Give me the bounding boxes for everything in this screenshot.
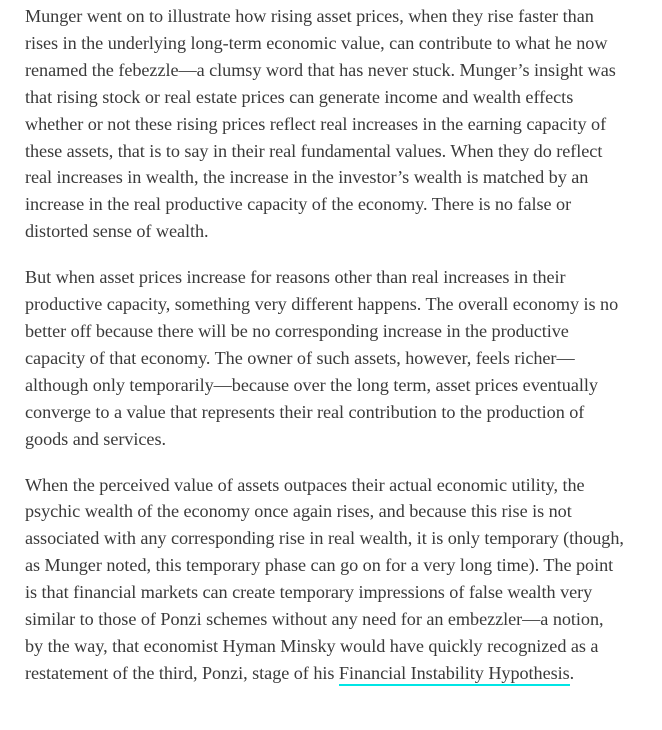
paragraph-2: But when asset prices increase for reasons other than real increases in their productive capacity, something very different happens. The overall economy is no better off because there will be no corresponding increase in the productive capacity of that economy. The owner of such assets, however, feels richer—although only temporarily—because over the long term, asset prices eventually converge to a value that represents their real contribution to the production of goods and services. [25,267,619,449]
article-body [25,3,625,706]
paragraph-3-end: . [569,662,575,683]
paragraph-1: Munger went on to illustrate how rising asset prices, when they rise faster than rises in the underlying long-term economic value, can contribute to what he now renamed the febezzle—a clumsy word that has never stuck. Munger’s insight was that rising stock or real estate prices can generate income and wealth effects whether or not these rising prices reflect real increases in the earning capacity of these assets, that is to say in their real fundamental values. When they do reflect real increases in wealth, the increase in the investor’s wealth is matched by an increase in the real productive capacity of the economy. There is no false or distorted sense of wealth. [25,6,616,242]
financial-instability-hypothesis-link[interactable]: Financial Instability Hypothesis [339,663,570,686]
paragraph-3-text: When the perceived value of assets outpaces their actual economic utility, the psychic wealth of the economy once again rises, and because this rise is not associated with any corresponding rise in real wealth, it is only temporary (though, as Munger noted, this temporary phase can go on for a very long time). The point is that financial markets can create temporary impressions of false wealth very similar to those of Ponzi schemes without any need for an embezzler—a notion, by the way, that economist Hyman Minsky would have quickly recognized as a restatement of the third, Ponzi, stage of his [25,474,624,683]
paragraph-3 [25,472,625,687]
